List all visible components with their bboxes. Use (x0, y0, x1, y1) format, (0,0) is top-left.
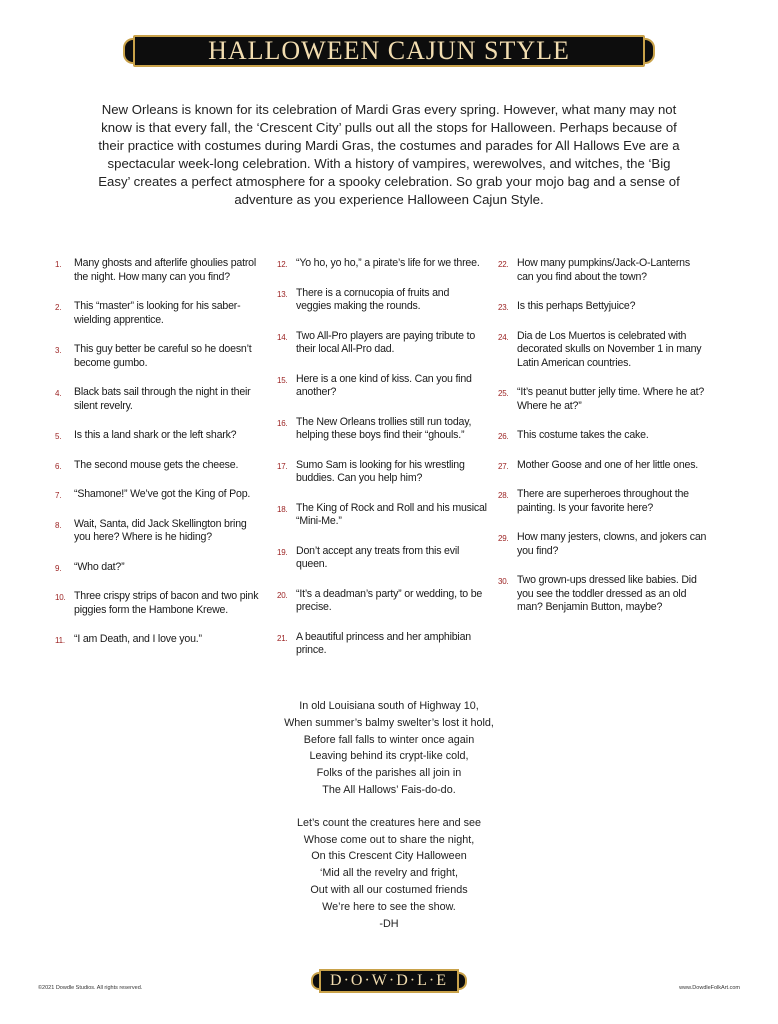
item-text: There is a cornucopia of fruits and veggies making the rounds. (296, 286, 450, 312)
poem-line: The All Hallows’ Fais-do-do. (322, 783, 456, 796)
item-text: Don’t accept any treats from this evil queen. (296, 544, 460, 570)
list-item (277, 257, 487, 271)
items-column-1 (55, 257, 265, 663)
item-text: Here is a one kind of kiss. Can you find another? (296, 372, 472, 398)
item-text: There are superheroes throughout the painting. Is your favorite here? (517, 488, 689, 514)
item-number: 30. (498, 577, 509, 586)
list-item (277, 545, 487, 572)
list-item (277, 502, 487, 529)
poem-line: Folks of the parishes all join in (316, 767, 462, 780)
poem-signature: -DH (379, 917, 399, 930)
poem-line: Out with all our costumed friends (310, 883, 468, 896)
list-item (498, 330, 708, 371)
item-number: 2. (55, 303, 62, 312)
item-number: 16. (277, 418, 288, 428)
poem-line: Let’s count the creatures here and see (296, 816, 482, 829)
item-text: The New Orleans trollies still run today, helping these boys find their “ghouls.” (296, 415, 472, 441)
item-number: 27. (498, 461, 509, 471)
item-number: 21. (277, 633, 288, 643)
list-item (498, 429, 708, 443)
item-text: “Yo ho, yo ho,” a pirate’s life for we three. (296, 257, 480, 269)
website-link[interactable]: www.DowdleFolkArt.com (679, 985, 740, 991)
item-number: 9. (55, 563, 62, 573)
item-number: 25. (498, 389, 509, 398)
list-item (498, 531, 708, 558)
item-text: This guy better be careful so he doesn’t become gumbo. (74, 343, 252, 369)
item-text: Black bats sail through the night in their silent revelry. (74, 386, 251, 412)
item-text: Two grown-ups dressed like babies. Did you see the toddler dressed as an old man? Benjamin Button, maybe? (517, 574, 697, 613)
item-text: Is this a land shark or the left shark? (74, 429, 237, 441)
poem-line: Before fall falls to winter once again (303, 733, 475, 746)
list-item (277, 416, 487, 443)
item-number: 7. (55, 491, 62, 500)
title-banner (123, 33, 655, 69)
item-text: “It’s a deadman’s party” or wedding, to be precise. (296, 587, 483, 613)
item-text: “I am Death, and I love you.” (74, 633, 202, 645)
list-item (55, 488, 265, 502)
poem-line: When summer’s balmy swelter’s lost it hold, (284, 716, 494, 729)
list-item (55, 561, 265, 575)
poem-line: ‘Mid all the revelry and fright, (319, 867, 459, 880)
list-item (498, 459, 708, 473)
item-number: 17. (277, 461, 288, 471)
item-number: 11. (55, 636, 65, 645)
list-item (55, 300, 265, 327)
poem-line: Leaving behind its crypt-like cold, (309, 750, 469, 763)
item-number: 12. (277, 260, 288, 269)
item-number: 5. (55, 432, 62, 441)
list-item (55, 459, 265, 473)
item-text: Dia de Los Muertos is celebrated with decorated skulls on November 1 in many Latin American countries. (517, 329, 702, 369)
item-text: “It’s peanut butter jelly time. Where he at? Where he at?” (517, 386, 705, 412)
item-number: 14. (277, 332, 288, 342)
item-text: Wait, Santa, did Jack Skellington bring you here? Where is he hiding? (74, 517, 247, 543)
list-item (55, 633, 265, 647)
list-item (277, 631, 487, 658)
item-text: This costume takes the cake. (517, 429, 649, 441)
stanza-gap (189, 799, 589, 815)
item-number: 29. (498, 534, 509, 543)
item-text: The King of Rock and Roll and his musical “Mini-Me.” (296, 501, 487, 527)
list-item (277, 588, 487, 615)
dowdle-logo (311, 968, 467, 994)
copyright: ©2021 Dowdle Studios. All rights reserved. (38, 985, 143, 991)
list-item (55, 429, 265, 443)
page-title: HALLOWEEN CAJUN STYLE (208, 36, 570, 65)
list-item (55, 386, 265, 413)
list-item (498, 386, 708, 413)
list-item (498, 257, 708, 284)
item-number: 18. (277, 504, 288, 514)
item-number: 4. (55, 389, 62, 398)
logo-text: D·O·W·D·L·E (330, 972, 448, 989)
poem-line: We’re here to see the show. (322, 900, 456, 913)
list-item (277, 373, 487, 400)
poem-line: Whose come out to share the night, (303, 833, 475, 846)
list-item (498, 488, 708, 515)
item-number: 22. (498, 260, 509, 269)
list-item (55, 257, 265, 284)
list-item (277, 287, 487, 314)
poem-line: On this Crescent City Halloween (311, 850, 467, 863)
items-column-3 (498, 257, 708, 631)
list-item (277, 330, 487, 357)
item-number: 10. (55, 593, 66, 602)
item-number: 1. (55, 260, 62, 269)
item-number: 23. (498, 303, 509, 312)
list-item (498, 574, 708, 615)
poem-line: In old Louisiana south of Highway 10, (299, 700, 479, 712)
item-text: How many pumpkins/Jack-O-Lanterns can you find about the town? (517, 257, 690, 283)
item-number: 3. (55, 346, 62, 355)
item-number: 24. (498, 332, 509, 342)
item-text: How many jesters, clowns, and jokers can you find? (517, 531, 707, 557)
item-number: 28. (498, 491, 509, 500)
item-text: Sumo Sam is looking for his wrestling buddies. Can you help him? (296, 458, 465, 484)
item-text: “Who dat?” (74, 560, 125, 573)
items-column-2 (277, 257, 487, 674)
item-number: 8. (55, 520, 62, 530)
item-text: The second mouse gets the cheese. (74, 458, 239, 471)
item-text: Many ghosts and afterlife ghoulies patrol the night. How many can you find? (74, 257, 257, 283)
item-text: This “master” is looking for his saber-wielding apprentice. (74, 300, 241, 326)
list-item (55, 590, 265, 617)
list-item (277, 459, 487, 486)
item-text: Two All-Pro players are paying tribute to their local All-Pro dad. (296, 329, 476, 355)
item-number: 20. (277, 590, 288, 600)
item-text: Mother Goose and one of her little ones. (517, 458, 699, 471)
item-number: 19. (277, 547, 288, 557)
item-number: 26. (498, 432, 509, 441)
item-text: A beautiful princess and her amphibian prince. (296, 630, 471, 656)
item-number: 13. (277, 289, 288, 299)
intro-paragraph: New Orleans is known for its celebration of Mardi Gras every spring. However, what many may not know is that every fall, the ‘Crescent City’ pulls out all the stops for Halloween. Perhaps because of their practice with costumes during Mardi Gras, the costumes and parades for All Hallows Eve are a spectacular week-long celebration. With a history of vampires, werewolves, and witches, the ‘Big Easy’ creates a perfect atmosphere for a spooky celebration. So grab your mojo bag and a sense of adventure as you experience Halloween Cajun Style. (98, 102, 680, 207)
list-item (55, 518, 265, 545)
item-text: Is this perhaps Bettyjuice? (517, 300, 636, 312)
item-number: 6. (55, 461, 62, 471)
poem (189, 698, 589, 932)
item-text: “Shamone!” We’ve got the King of Pop. (74, 488, 251, 500)
list-item (55, 343, 265, 370)
item-number: 15. (277, 375, 288, 385)
item-text: Three crispy strips of bacon and two pink piggies form the Hambone Krewe. (74, 590, 259, 616)
list-item (498, 300, 708, 314)
